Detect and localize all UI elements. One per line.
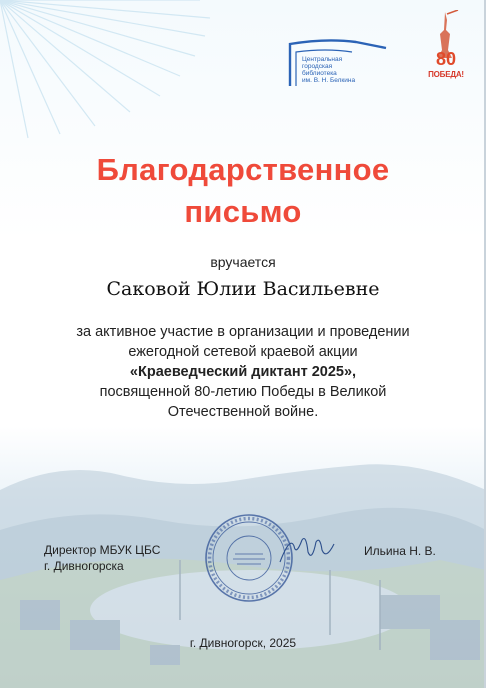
title-line-1: Благодарственное [96, 152, 390, 187]
reason-line: ежегодной сетевой краевой акции [128, 344, 358, 360]
signature-icon [276, 532, 336, 568]
victory-word-label: ПОБЕДА! [428, 70, 464, 79]
title-line-2: письмо [184, 194, 302, 229]
victory-80-label: 80 [435, 49, 457, 69]
reason-text [30, 322, 456, 422]
library-logo-text: Центральная городская библиотека им. В. Н. Белкина [302, 56, 356, 84]
reason-line: посвященной 80-летию Победы в Великой [99, 384, 387, 400]
handed-text: вручается [210, 254, 276, 270]
decorative-rays [0, 0, 240, 140]
signatory-position: Директор МБУК ЦБС г. Дивногорска [44, 543, 161, 573]
signatory-name: Ильина Н. В. [364, 544, 436, 558]
reason-line: за активное участие в организации и проведении [76, 324, 410, 340]
recipient-name: Саковой Юлии Васильевне [106, 278, 380, 300]
footer-city-year: г. Дивногорск, 2025 [189, 636, 297, 650]
event-name: «Краеведческий диктант 2025», [129, 364, 357, 380]
reason-line: Отечественной войне. [167, 404, 319, 420]
